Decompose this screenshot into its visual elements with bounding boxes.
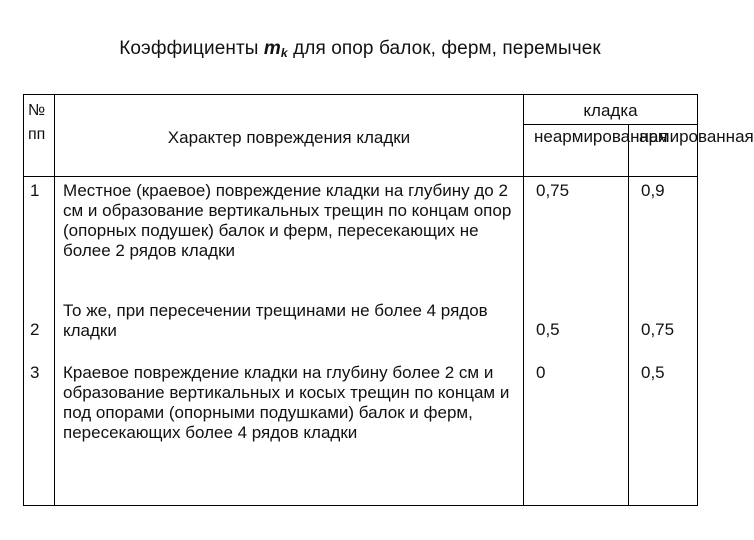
row-reinforced: 0,9 [629,177,698,297]
page-title [0,38,720,60]
header-number: № пп [24,95,55,177]
row-unreinforced: 0,5 [524,297,629,359]
title-suffix: для опор балок, ферм, перемычек [287,38,601,59]
title-subscript: k [280,46,288,60]
table-row [24,359,698,506]
title-prefix: Коэффициенты [119,38,264,59]
header-unreinforced: неармированная [524,125,629,177]
row-number: 3 [24,359,55,506]
table-row [24,177,698,297]
header-row-top [24,95,698,125]
coefficients-table [23,94,754,506]
row-number: 1 [24,177,55,297]
table-row [24,297,698,359]
header-reinforced: армированная [629,125,698,177]
row-number: 2 [24,297,55,359]
row-description: Краевое повреждение кладки на глубину более 2 см и образование вертикальных и косых трещин по концам и под опорами (опорными подушками) балок и ферм, пересекающих более 4 рядов кладки [55,359,524,506]
row-description: То же, при пересечении трещинами не более 4 рядов кладки [55,297,524,359]
row-reinforced: 0,75 [629,297,698,359]
title-symbol: $m_k$ [263,38,288,60]
header-character: Характер повреждения кладки [55,95,524,177]
row-reinforced: 0,5 [629,359,698,506]
row-unreinforced: 0 [524,359,629,506]
header-masonry: кладка [524,95,698,125]
row-description: Местное (краевое) повреждение кладки на глубину до 2 см и образование вертикальных трещин по концам опор (опорных подушек) балок и ферм, пересекающих не более 2 рядов кладки [55,177,524,297]
row-unreinforced: 0,75 [524,177,629,297]
